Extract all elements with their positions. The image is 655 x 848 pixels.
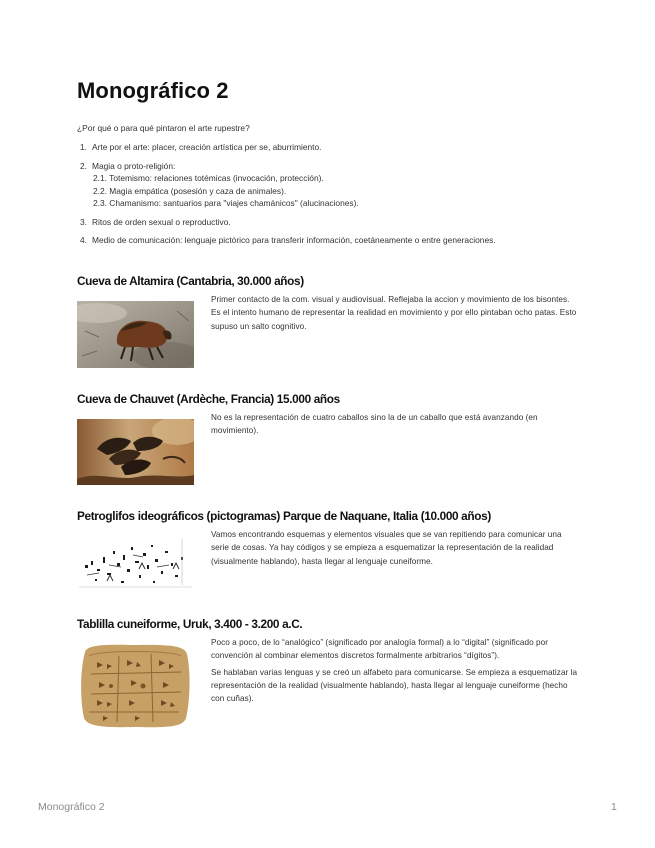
- list-item: [77, 141, 577, 154]
- section-text: [211, 636, 579, 708]
- list-text: Arte por el arte: placer, creación artística per se, aburrimiento.: [92, 142, 322, 152]
- list-text: Ritos de orden sexual o reproductivo.: [92, 216, 231, 227]
- list-number: 3.: [80, 216, 87, 227]
- sub-item: 2.3. Chamanismo: santuarios para "viajes chamánicos" (alucinaciones).: [93, 198, 359, 208]
- list-number: 4.: [80, 235, 87, 245]
- paragraph: Poco a poco, de lo “analógico” (significado por analogía formal) a lo “digital” (significado por convención al combinar elementos discretos formalmente arbitrarios “dígitos”).: [211, 638, 549, 661]
- list-number: 1.: [80, 142, 87, 152]
- reasons-list: [77, 141, 577, 253]
- section-chauvet: [77, 392, 582, 436]
- paragraph: Vamos encontrando esquemas y elementos visuales que se van repitiendo para comunicar una serie de cosas. Ya hay códigos y se empieza a esquematizar la representación de la realidad (visualmente hablando), hasta llegar al lenguaje cuneiforme.: [211, 530, 562, 566]
- list-item: [77, 216, 577, 229]
- chauvet-horses-image: [77, 419, 194, 485]
- footer-title: Monográfico 2: [38, 801, 105, 813]
- page-number: 1: [611, 801, 617, 813]
- paragraph: No es la representación de cuatro caballos sino la de un caballo que está avanzando (en movimiento).: [211, 413, 538, 436]
- uruk-cuneiform-tablet-image: [77, 642, 194, 729]
- list-text: Magia o proto-religión:: [92, 160, 176, 171]
- section-heading: Tablilla cuneiforme, Uruk, 3.400 - 3.200 a.C.: [77, 617, 303, 631]
- section-heading: Cueva de Altamira (Cantabria, 30.000 años): [77, 274, 304, 288]
- altamira-bison-image: [77, 301, 194, 368]
- naquane-petroglyphs-image: [77, 535, 194, 593]
- sub-item: 2.1. Totemismo: relaciones totémicas (invocación, protección).: [93, 173, 324, 183]
- section-text: [211, 528, 579, 571]
- section-uruk: [77, 617, 582, 704]
- section-altamira: [77, 274, 582, 331]
- section-heading: Petroglifos ideográficos (pictogramas) Parque de Naquane, Italia (10.000 años): [77, 509, 491, 523]
- list-item: [77, 160, 577, 210]
- section-heading: Cueva de Chauvet (Ardèche, Francia) 15.000 años: [77, 392, 340, 406]
- paragraph: Se hablaban varias lenguas y se creó un alfabeto para comunicarse. Se empieza a esquematizar la representación de la realidad (visualmente hablando), hasta llegar al lenguaje cuneiforme (hecho con cuñas).: [211, 667, 578, 704]
- list-text: Medio de comunicación: lenguaje pictórico para transferir información, coetáneamente o entre generaciones.: [92, 235, 496, 245]
- paragraph: Primer contacto de la com. visual y audiovisual. Reflejaba la accion y movimiento de los bisontes. Es el intento humano de representar la realidad en movimiento y por ello pintaban ocho patas. Esto supuso un salto cognitivo.: [211, 295, 577, 331]
- section-text: [211, 411, 579, 441]
- section-naquane: [77, 509, 582, 566]
- sub-item: 2.2. Magia empática (posesión y caza de animales).: [93, 185, 287, 196]
- section-text: [211, 293, 579, 336]
- intro-question: ¿Por qué o para qué pintaron el arte rupestre?: [77, 123, 250, 133]
- list-item: [77, 234, 577, 247]
- list-number: 2.: [80, 160, 87, 171]
- page-title: Monográfico 2: [77, 78, 229, 103]
